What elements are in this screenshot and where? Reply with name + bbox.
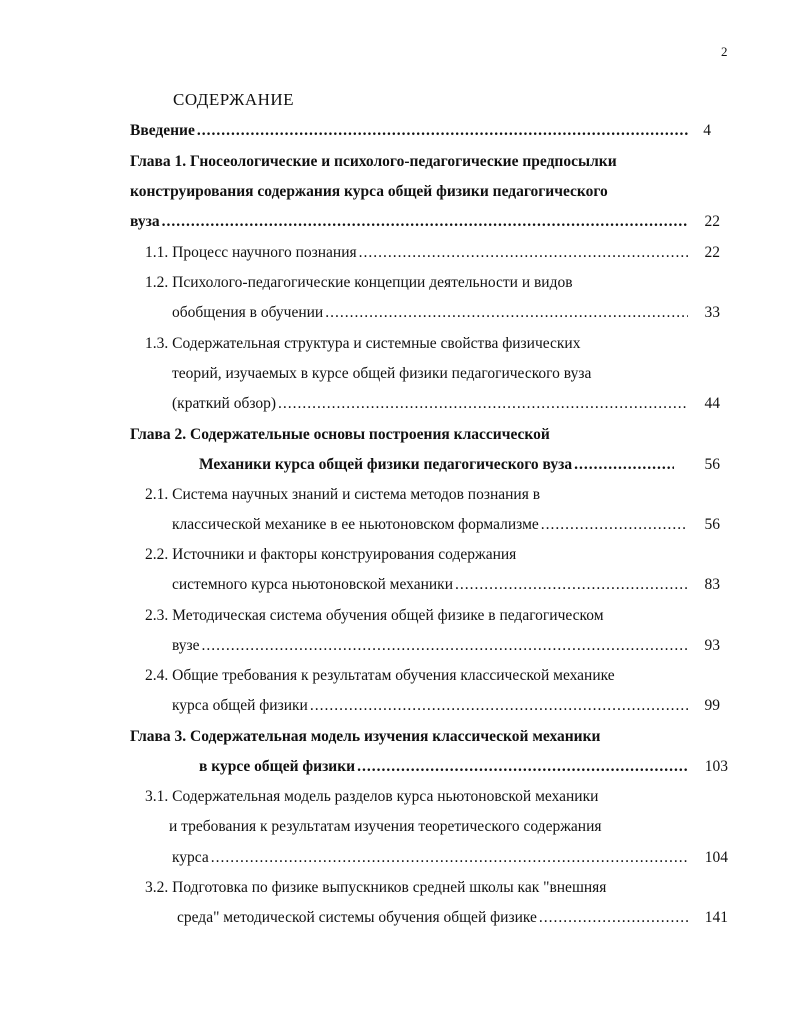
- toc-entry-2-4[interactable]: [172, 696, 688, 716]
- leader-dots: [357, 757, 688, 777]
- toc-page-number: 93: [704, 637, 720, 654]
- toc-entry-chapter-2[interactable]: [199, 455, 674, 475]
- toc-page-number: 56: [704, 516, 720, 533]
- toc-entry-chapter-2-line[interactable]: Глава 2. Содержательные основы построения классической: [130, 426, 550, 443]
- toc-entry-label: Механики курса общей физики педагогического вуза: [199, 456, 573, 473]
- toc-page-number: 141: [704, 909, 728, 926]
- toc-entry-label: 1.1. Процесс научного познания: [145, 244, 357, 261]
- leader-dots: [359, 243, 688, 263]
- leader-dots: [541, 515, 688, 535]
- toc-entry-1-1[interactable]: [145, 243, 688, 263]
- toc-entry-1-3[interactable]: [172, 394, 688, 414]
- toc-entry-label: классической механике в ее ньютоновском формализме: [172, 516, 539, 533]
- toc-title: СОДЕРЖАНИЕ: [173, 90, 295, 109]
- toc-entry-intro[interactable]: [130, 121, 688, 141]
- toc-entry-1-2[interactable]: [172, 303, 688, 323]
- leader-dots: [455, 575, 688, 595]
- leader-dots: [202, 636, 688, 656]
- leader-dots: [574, 455, 674, 475]
- toc-entry-2-4-line[interactable]: 2.4. Общие требования к результатам обучения классической механике: [145, 667, 615, 684]
- toc-entry-2-2[interactable]: [172, 575, 688, 595]
- toc-entry-chapter-3[interactable]: [199, 757, 688, 777]
- toc-entry-3-1-line[interactable]: 3.1. Содержательная модель разделов курса ньютоновской механики: [145, 788, 599, 805]
- leader-dots: [197, 121, 688, 141]
- toc-entry-3-2-line[interactable]: 3.2. Подготовка по физике выпускников средней школы как "внешняя: [145, 879, 607, 896]
- toc-page-number: 99: [704, 697, 720, 714]
- toc-page-number: 22: [704, 213, 720, 230]
- leader-dots: [162, 212, 688, 232]
- toc-entry-2-3-line[interactable]: 2.3. Методическая система обучения общей физике в педагогическом: [145, 607, 604, 624]
- leader-dots: [325, 303, 688, 323]
- toc-entry-2-2-line[interactable]: 2.2. Источники и факторы конструирования содержания: [145, 546, 517, 563]
- leader-dots: [539, 908, 688, 928]
- toc-entry-3-1[interactable]: [172, 848, 688, 868]
- toc-entry-label: Введение: [130, 122, 195, 139]
- toc-entry-label: вузе: [172, 637, 200, 654]
- leader-dots: [310, 696, 688, 716]
- toc-entry-label: курса общей физики: [172, 697, 308, 714]
- toc-page-number: 104: [704, 849, 728, 866]
- toc-entry-2-1-line[interactable]: 2.1. Система научных знаний и система методов познания в: [145, 486, 541, 503]
- toc-entry-label: вуза: [130, 213, 160, 230]
- toc-entry-chapter-1-line[interactable]: Глава 1. Гносеологические и психолого-педагогические предпосылки: [130, 153, 617, 170]
- toc-entry-chapter-3-line[interactable]: Глава 3. Содержательная модель изучения классической механики: [130, 728, 601, 745]
- toc-entry-label: курса: [172, 849, 209, 866]
- toc-page-number: 33: [704, 304, 720, 321]
- toc-entry-2-1[interactable]: [172, 515, 688, 535]
- toc-page-number: 103: [704, 758, 728, 775]
- toc-page-number: 4: [703, 122, 711, 139]
- toc-entry-chapter-1-line: конструирования содержания курса общей физики педагогического: [130, 183, 608, 200]
- toc-page-number: 56: [704, 456, 720, 473]
- leader-dots: [211, 848, 688, 868]
- toc-page-number: 44: [704, 395, 720, 412]
- toc-entry-label: (краткий обзор): [172, 395, 277, 412]
- toc-entry-chapter-1[interactable]: [130, 212, 688, 232]
- toc-entry-label: среда" методической системы обучения общей физике: [177, 909, 537, 926]
- toc-entry-label: в курсе общей физики: [199, 758, 356, 775]
- toc-page-number: 22: [704, 244, 720, 261]
- toc-entry-1-3-line: теорий, изучаемых в курсе общей физики педагогического вуза: [172, 365, 592, 382]
- toc-entry-label: системного курса ньютоновской механики: [172, 576, 453, 593]
- toc-entry-3-2[interactable]: [177, 908, 688, 928]
- toc-entry-2-3[interactable]: [172, 636, 688, 656]
- toc-entry-label: обобщения в обучении: [172, 304, 324, 321]
- toc-entry-1-2-line[interactable]: 1.2. Психолого-педагогические концепции деятельности и видов: [145, 274, 573, 291]
- leader-dots: [278, 394, 688, 414]
- toc-entry-3-1-line: и требования к результатам изучения теоретического содержания: [169, 818, 602, 835]
- toc-entry-1-3-line[interactable]: 1.3. Содержательная структура и системные свойства физических: [145, 335, 581, 352]
- toc-page-number: 83: [704, 576, 720, 593]
- page-number: 2: [721, 44, 728, 59]
